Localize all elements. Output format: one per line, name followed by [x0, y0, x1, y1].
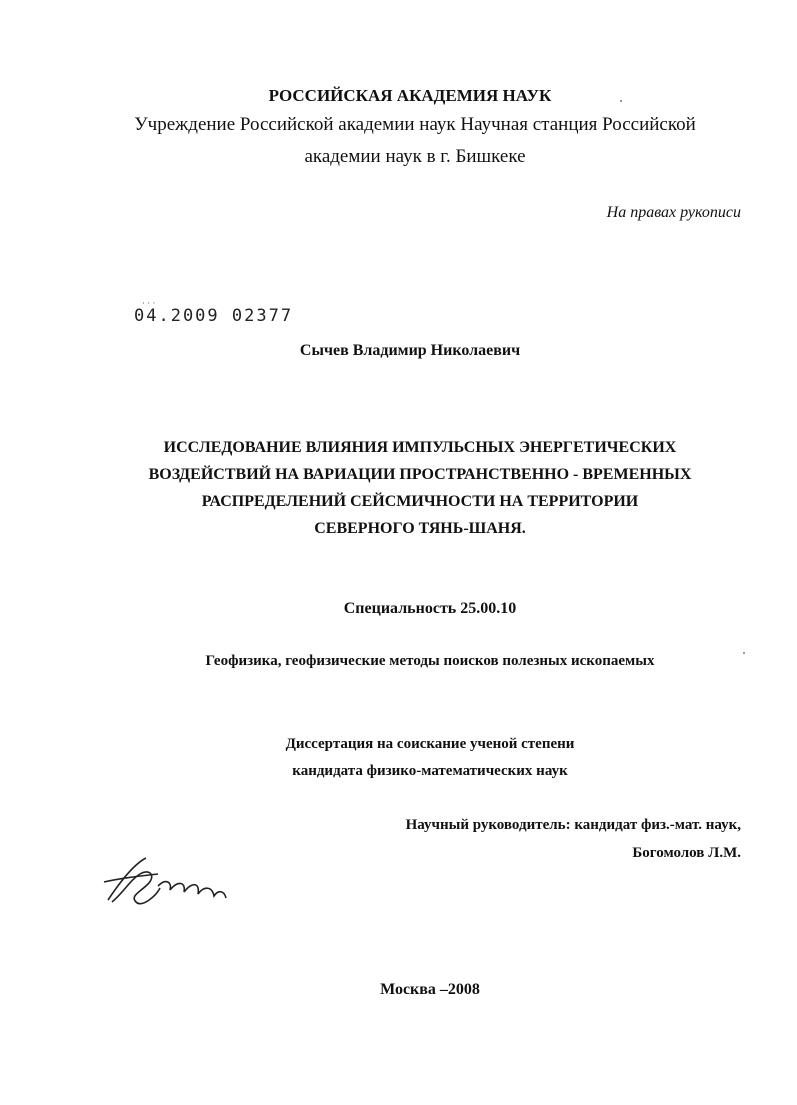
stamp-dots-mark: · · · [142, 298, 156, 308]
handwritten-signature [100, 852, 235, 912]
specialty-code: Специальность 25.00.10 [343, 600, 517, 617]
city-and-year: Москва –2008 [380, 981, 480, 998]
specialty-field: Геофизика, геофизические методы поисков полезных ископаемых [205, 653, 655, 669]
scan-speck [743, 652, 745, 654]
scan-speck [620, 100, 622, 102]
dissertation-title [100, 434, 740, 542]
academy-name: РОССИЙСКАЯ АКАДЕМИЯ НАУК [268, 86, 552, 105]
institution-line-2: академии наук в г. Бишкеке [304, 146, 526, 167]
library-stamp-number: 04.2009 02377 [134, 306, 294, 326]
title-line: ВОЗДЕЙСТВИЙ НА ВАРИАЦИИ ПРОСТРАНСТВЕННО - ВРЕМЕННЫХ [148, 466, 692, 483]
degree-line-2: кандидата физико-математических наук [292, 763, 568, 779]
title-line: РАСПРЕДЕЛЕНИЙ СЕЙСМИЧНОСТИ НА ТЕРРИТОРИИ [201, 493, 639, 510]
title-line: СЕВЕРНОГО ТЯНЬ-ШАНЯ. [314, 520, 526, 537]
title-line: ИССЛЕДОВАНИЕ ВЛИЯНИЯ ИМПУЛЬСНЫХ ЭНЕРГЕТИЧЕСКИХ [163, 439, 677, 456]
author-name: Сычев Владимир Николаевич [299, 342, 521, 359]
institution-line-1: Учреждение Российской академии наук Научная станция Российской [134, 114, 696, 135]
rights-note: На правах рукописи [606, 204, 741, 221]
degree-line-1: Диссертация на соискание ученой степени [285, 736, 575, 752]
supervisor-line-1: Научный руководитель: кандидат физ.-мат. наук, [405, 817, 741, 833]
supervisor-name: Богомолов Л.М. [632, 845, 741, 861]
